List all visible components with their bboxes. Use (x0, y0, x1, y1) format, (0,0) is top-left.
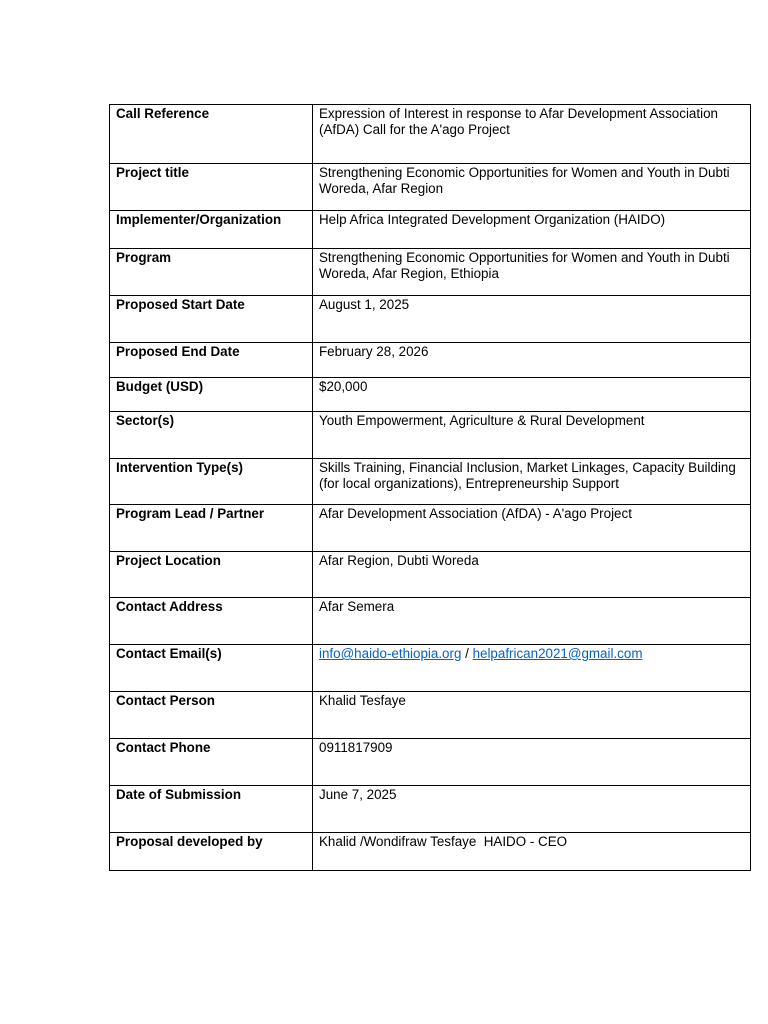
row-label (110, 598, 313, 645)
row-label (110, 552, 313, 598)
row-label (110, 505, 313, 552)
table-row-date-of-submission (110, 786, 751, 833)
row-value (313, 296, 751, 343)
row-label-text: Project Location (116, 553, 221, 568)
row-label-text: Contact Person (116, 693, 215, 708)
row-value-text: Skills Training, Financial Inclusion, Market Linkages, Capacity Building (for local organizations), Entrepreneurship Support (319, 460, 736, 491)
row-label-text: Program (116, 250, 172, 265)
row-value (313, 459, 751, 505)
email-separator: / (461, 646, 473, 661)
row-value (313, 105, 751, 164)
row-value-text: Khalid /Wondifraw Tesfaye HAIDO - CEO (319, 834, 568, 849)
row-value-text: Strengthening Economic Opportunities for Women and Youth in Dubti Woreda, Afar Region, Ethiopia (319, 250, 730, 281)
row-label-text: Intervention Type(s) (116, 460, 243, 475)
row-value (313, 164, 751, 211)
row-label-text: Implementer/Organization (116, 212, 282, 227)
row-value-text: Afar Development Association (AfDA) - A'ago Project (319, 506, 632, 521)
row-value-text: Help Africa Integrated Development Organization (HAIDO) (319, 212, 666, 227)
row-value (313, 412, 751, 459)
row-value (313, 249, 751, 296)
row-value-text: August 1, 2025 (319, 297, 410, 312)
table-row-program (110, 249, 751, 296)
row-label-text: Budget (USD) (116, 379, 204, 394)
row-value-text: Afar Semera (319, 599, 395, 614)
row-label-text: Call Reference (116, 106, 210, 121)
row-label (110, 739, 313, 786)
table-row-program-lead (110, 505, 751, 552)
table-row-project-title (110, 164, 751, 211)
row-label-text: Contact Phone (116, 740, 211, 755)
row-value-text: Strengthening Economic Opportunities for Women and Youth in Dubti Woreda, Afar Region (319, 165, 730, 196)
table-row-implementer (110, 211, 751, 249)
table-row-call-reference (110, 105, 751, 164)
row-label (110, 412, 313, 459)
table-row-project-location (110, 552, 751, 598)
email-link-secondary[interactable]: helpafrican2021@gmail.com (472, 646, 643, 661)
row-value-text: Khalid Tesfaye (319, 693, 406, 708)
row-value-text: February 28, 2026 (319, 344, 429, 359)
row-value-text: June 7, 2025 (319, 787, 397, 802)
row-label (110, 249, 313, 296)
table-row-contact-person (110, 692, 751, 739)
table-row-proposed-start-date (110, 296, 751, 343)
project-info-table (109, 104, 751, 871)
row-label-text: Proposed End Date (116, 344, 240, 359)
row-label-text: Contact Address (116, 599, 223, 614)
row-label (110, 164, 313, 211)
row-value (313, 552, 751, 598)
row-value-text: Youth Empowerment, Agriculture & Rural Development (319, 413, 645, 428)
row-label-text: Project title (116, 165, 189, 180)
row-value (313, 692, 751, 739)
row-value (313, 343, 751, 378)
row-value (313, 786, 751, 833)
row-value-text: 0911817909 (319, 740, 393, 755)
row-label-text: Sector(s) (116, 413, 175, 428)
row-label (110, 296, 313, 343)
proposal-info-sheet (109, 104, 750, 871)
email-link-primary[interactable]: info@haido-ethiopia.org (319, 646, 462, 661)
row-label-text: Proposal developed by (116, 834, 263, 849)
row-label-text: Proposed Start Date (116, 297, 245, 312)
table-row-sectors (110, 412, 751, 459)
contact-emails (319, 645, 744, 662)
table-row-contact-emails (110, 645, 751, 692)
row-value (313, 645, 751, 692)
row-value (313, 598, 751, 645)
row-label (110, 459, 313, 505)
row-value (313, 505, 751, 552)
row-label-text: Program Lead / Partner (116, 506, 265, 521)
table-row-contact-address (110, 598, 751, 645)
row-label (110, 692, 313, 739)
table-row-proposal-developed-by (110, 833, 751, 871)
table-row-budget (110, 378, 751, 412)
row-value-text: Expression of Interest in response to Afar Development Association (AfDA) Call for the A'ago Project (319, 106, 718, 137)
row-label (110, 833, 313, 871)
row-value (313, 739, 751, 786)
row-label (110, 378, 313, 412)
row-label (110, 343, 313, 378)
row-label (110, 645, 313, 692)
row-value (313, 833, 751, 871)
row-label-text: Date of Submission (116, 787, 241, 802)
row-value-text: Afar Region, Dubti Woreda (319, 553, 479, 568)
row-label (110, 211, 313, 249)
row-label (110, 105, 313, 164)
row-label (110, 786, 313, 833)
row-value (313, 211, 751, 249)
row-value-text: $20,000 (319, 379, 368, 394)
table-row-proposed-end-date (110, 343, 751, 378)
row-label-text: Contact Email(s) (116, 646, 222, 661)
table-row-intervention-types (110, 459, 751, 505)
table-row-contact-phone (110, 739, 751, 786)
row-value (313, 378, 751, 412)
